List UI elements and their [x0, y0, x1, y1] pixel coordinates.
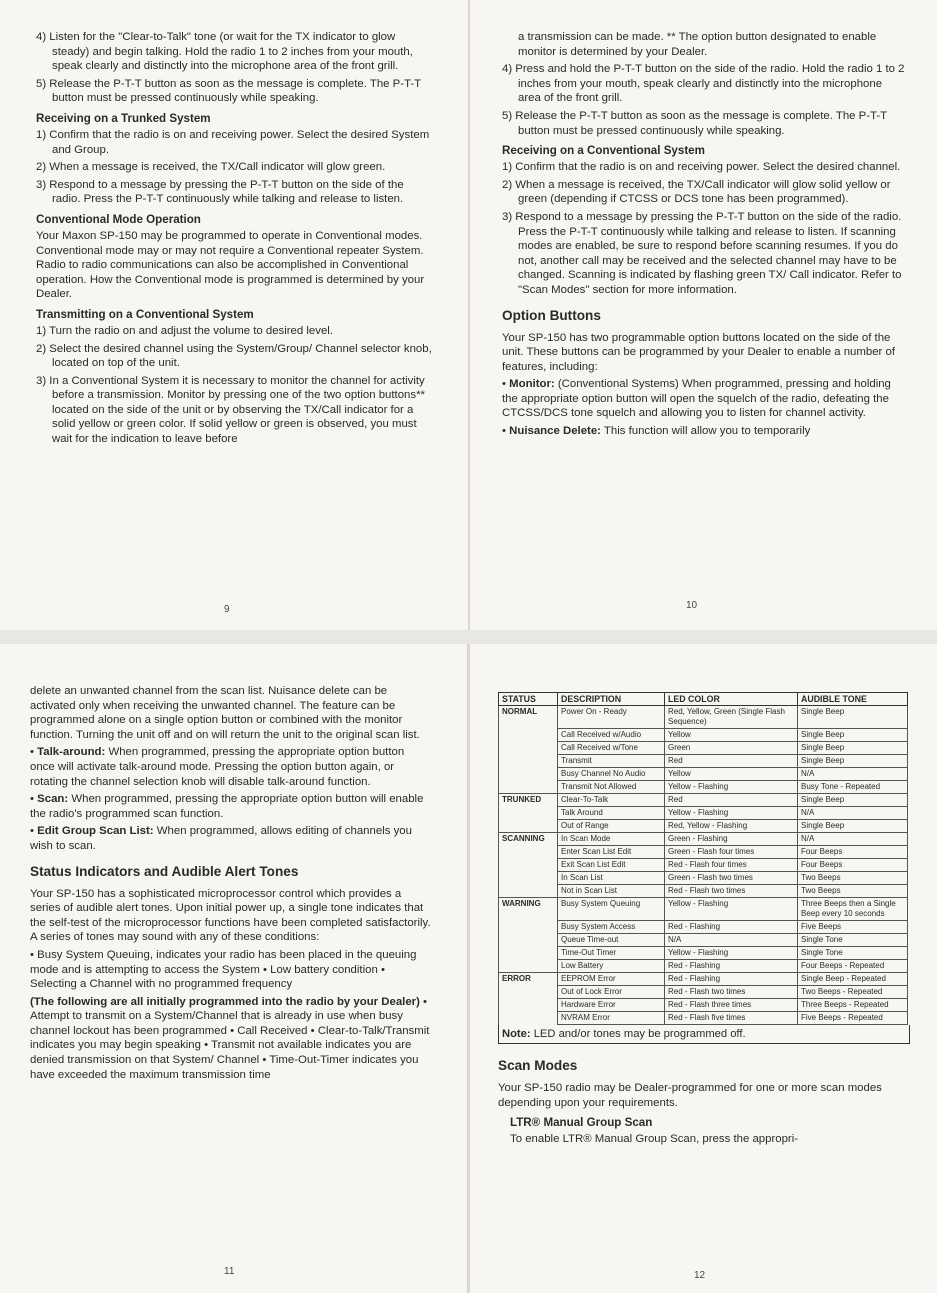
table-cell: NORMAL — [499, 706, 558, 729]
table-cell: Single Beep — [798, 820, 908, 833]
table-cell: Hardware Error — [558, 999, 665, 1012]
table-cell: Red - Flash three times — [665, 999, 798, 1012]
table-cell: Low Battery — [558, 960, 665, 973]
numbered-step: 4) Press and hold the P-T-T button on the side of the radio. Hold the radio 1 to 2 inches from your mouth, speak clearly and distinctly into the microphone area of the front grill. — [502, 63, 905, 105]
numbered-step: 5) Release the P-T-T button as soon as the message is complete. The P-T-T button must be pressed continuously while speaking. — [502, 109, 887, 137]
table-cell: Green - Flash two times — [665, 872, 798, 885]
note-paragraph — [30, 995, 432, 1083]
table-cell — [499, 947, 558, 960]
table-cell — [499, 960, 558, 973]
table-row — [499, 742, 908, 755]
numbered-step: 3) Respond to a message by pressing the P-T-T button on the side of the radio. Press the P-T-T continuously while talking and release to listen. If scanning modes are enabled, be sure to respond before scanning resumes. If you do not, another call may be received and the selected channel may have to be changed. Scanning is indicated by flashing green TX/ Call indicator. Refer to "Scan Modes" section for more information. — [502, 210, 902, 296]
table-row — [499, 898, 908, 921]
table-cell: Clear-To-Talk — [558, 794, 665, 807]
table-row — [499, 1012, 908, 1025]
table-cell: SCANNING — [499, 833, 558, 846]
subheading: Conventional Mode Operation — [36, 212, 201, 226]
table-cell: Talk Around — [558, 807, 665, 820]
table-cell: In Scan Mode — [558, 833, 665, 846]
numbered-step: 1) Confirm that the radio is on and receiving power. Select the desired System and Group. — [36, 128, 430, 156]
table-cell: Out of Range — [558, 820, 665, 833]
table-cell: Single Beep — [798, 755, 908, 768]
table-cell: Four Beeps — [798, 859, 908, 872]
table-row — [499, 729, 908, 742]
bullet-paragraph: • Nuisance Delete: This function will allow you to temporarily — [502, 425, 811, 438]
bullet-label: Edit Group Scan List: — [37, 825, 154, 838]
table-cell: Yellow — [665, 729, 798, 742]
table-cell: WARNING — [499, 898, 558, 921]
scan-modes-heading: Scan Modes — [498, 1058, 578, 1073]
numbered-step: 4) Listen for the "Clear-to-Talk" tone (or wait for the TX indicator to glow steady) and begin talking. Hold the radio 1 to 2 inches from your mouth, speak clearly and distinctly into the microphone area of the front grill. — [36, 31, 413, 73]
bullet-paragraph: • Scan: When programmed, pressing the appropriate option button will enable the radio's programmed scan function. — [30, 793, 424, 820]
page-9 — [0, 0, 468, 630]
table-cell — [499, 1012, 558, 1025]
ltr-paragraph: To enable LTR® Manual Group Scan, press the appropri- — [510, 1133, 799, 1146]
table-row — [499, 781, 908, 794]
page-number: 12 — [694, 1270, 706, 1281]
table-cell: N/A — [798, 807, 908, 820]
table-row — [499, 872, 908, 885]
column-header: LED COLOR — [665, 693, 798, 706]
table-cell: NVRAM Error — [558, 1012, 665, 1025]
table-cell — [499, 885, 558, 898]
table-cell — [499, 768, 558, 781]
section-heading: Status Indicators and Audible Alert Tones — [30, 863, 299, 879]
bullet-paragraph: • Talk-around: When programmed, pressing the appropriate option button once will activate talk-around mode. Pressing the option button again, or rotating the channel selection knob will disable talk-around function. — [30, 746, 405, 788]
table-cell — [499, 859, 558, 872]
ltr-heading: LTR® Manual Group Scan — [510, 1116, 653, 1130]
table-cell: Enter Scan List Edit — [558, 846, 665, 859]
table-cell: Two Beeps — [798, 872, 908, 885]
table-cell: Time-Out Timer — [558, 947, 665, 960]
table-row — [499, 960, 908, 973]
table-cell: Red - Flashing — [665, 973, 798, 986]
table-cell: Single Tone — [798, 947, 908, 960]
table-cell: N/A — [665, 934, 798, 947]
numbered-step: 2) When a message is received, the TX/Call indicator will glow solid yellow or green (depending if CTCSS or DCS tone has been programmed). — [502, 178, 891, 206]
bullet-text: When programmed, pressing the appropriate option button once will activate talk-around mode. Pressing the option button again, or rotating the channel selection knob will disable talk-around function. — [30, 746, 405, 788]
numbered-step: 2) When a message is received, the TX/Call indicator will glow green. — [36, 161, 386, 174]
table-cell: Three Beeps then a Single Beep every 10 seconds — [798, 898, 908, 921]
table-cell: EEPROM Error — [558, 973, 665, 986]
bullet-label: Monitor: — [509, 378, 555, 391]
bullet-paragraph: • Edit Group Scan List: When programmed, allows editing of channels you wish to scan. — [30, 825, 412, 852]
numbered-step: 3) Respond to a message by pressing the P-T-T button on the side of the radio. Press the P-T-T continuously while talking and release to listen. — [36, 178, 404, 206]
table-note — [498, 1025, 910, 1044]
table-cell — [499, 755, 558, 768]
table-cell — [499, 999, 558, 1012]
table-cell: Red — [665, 755, 798, 768]
table-cell: N/A — [798, 833, 908, 846]
table-cell: Busy System Access — [558, 921, 665, 934]
subheading: Receiving on a Trunked System — [36, 111, 211, 125]
table-cell: Single Beep — [798, 706, 908, 729]
table-cell: Red — [665, 794, 798, 807]
table-cell: Four Beeps — [798, 846, 908, 859]
paragraph: delete an unwanted channel from the scan list. Nuisance delete can be activated only when receiving the unwanted channel. The feature can be programmed alone on a single option button or combined with the monitor function. Turning the unit off and on will return the unit to the original scan list. — [30, 685, 420, 741]
table-cell: Single Beep - Repeated — [798, 973, 908, 986]
status-table-header — [499, 693, 908, 706]
paragraph: Your Maxon SP-150 may be programmed to operate in Conventional modes. Conventional mode may or may not require a Conventional repeater System. Radio to radio communications can also be accomplished in Conventional operation. How the Conventional mode is programmed is determined by your Dealer. — [36, 229, 425, 301]
bullet-text: • Attempt to transmit on a System/Channel that is already in use when busy channel lockout has been programmed • Call Received • Clear-to-Talk/Transmit indicates you may begin speaking • Transmit not available indicates you are denied transmission on that System/ Channel • Time-Out-Timer indicates you have exceeded the maximum transmission time — [30, 995, 430, 1081]
table-cell: Red - Flash five times — [665, 1012, 798, 1025]
page-10 — [470, 0, 937, 630]
table-cell — [499, 986, 558, 999]
table-cell — [499, 846, 558, 859]
table-cell: Call Received w/Tone — [558, 742, 665, 755]
table-cell: ERROR — [499, 973, 558, 986]
bullet-text: This function will allow you to temporarily — [600, 425, 811, 438]
page-12 — [470, 644, 937, 1293]
table-cell: Green - Flash four times — [665, 846, 798, 859]
column-header: STATUS — [499, 693, 558, 706]
table-cell: Out of Lock Error — [558, 986, 665, 999]
table-row — [499, 794, 908, 807]
table-cell: Red - Flash two times — [665, 986, 798, 999]
table-cell: Green — [665, 742, 798, 755]
numbered-step: 2) Select the desired channel using the System/Group/ Channel selector knob, located on top of the unit. — [36, 342, 432, 370]
page-11 — [0, 644, 466, 1293]
table-cell: Yellow - Flashing — [665, 898, 798, 921]
table-cell: Not in Scan List — [558, 885, 665, 898]
table-cell: Call Received w/Audio — [558, 729, 665, 742]
bullet-paragraph: • Monitor: (Conventional Systems) When programmed, pressing and holding the appropriate option button will open the squelch of the radio, defeating the CTCSS/DCS tone squelch and allowing you to listen for channel activity. — [502, 378, 891, 420]
table-cell: Single Beep — [798, 742, 908, 755]
numbered-step: 1) Confirm that the radio is on and receiving power. Select the desired channel. — [502, 161, 901, 174]
page-number: 10 — [686, 600, 698, 611]
page-number: 11 — [224, 1266, 235, 1277]
table-cell: Transmit — [558, 755, 665, 768]
table-row — [499, 973, 908, 986]
table-cell: Single Beep — [798, 729, 908, 742]
table-row — [499, 768, 908, 781]
subheading: Transmitting on a Conventional System — [36, 307, 254, 321]
table-cell: Yellow - Flashing — [665, 807, 798, 820]
table-cell: Four Beeps - Repeated — [798, 960, 908, 973]
paragraph: a transmission can be made. ** The option button designated to enable monitor is determined by your Dealer. — [518, 31, 877, 58]
table-cell: N/A — [798, 768, 908, 781]
table-cell: Power On - Ready — [558, 706, 665, 729]
table-cell: TRUNKED — [499, 794, 558, 807]
bullet-label: Nuisance Delete: — [509, 425, 601, 438]
column-header: AUDIBLE TONE — [798, 693, 908, 706]
table-row — [499, 999, 908, 1012]
table-row — [499, 807, 908, 820]
bullet-text: (Conventional Systems) When programmed, pressing and holding the appropriate option button will open the squelch of the radio, defeating the CTCSS/DCS tone squelch and allowing you to listen for channel activity. — [502, 378, 891, 420]
note-text: LED and/or tones may be programmed off. — [530, 1028, 746, 1040]
table-cell — [499, 872, 558, 885]
table-cell — [499, 820, 558, 833]
table-row — [499, 706, 908, 729]
numbered-step: 5) Release the P-T-T button as soon as the message is complete. The P-T-T button must be pressed continuously while speaking. — [36, 77, 421, 105]
table-cell: Red - Flash four times — [665, 859, 798, 872]
table-cell — [499, 921, 558, 934]
table-cell — [499, 742, 558, 755]
table-cell: Yellow - Flashing — [665, 781, 798, 794]
table-row — [499, 755, 908, 768]
paragraph: • Busy System Queuing, indicates your radio has been placed in the queuing mode and is attempting to access the System • Low battery condition • Selecting a Channel with no programmed frequency — [30, 948, 417, 991]
paragraph: Your SP-150 has two programmable option buttons located on the side of the unit. These buttons can be programmed by your Dealer to enable a number of features, including: — [502, 331, 895, 373]
table-cell: Three Beeps - Repeated — [798, 999, 908, 1012]
column-header: DESCRIPTION — [558, 693, 665, 706]
table-row — [499, 986, 908, 999]
page-9-content — [36, 30, 434, 447]
table-row — [499, 947, 908, 960]
status-table-body — [499, 706, 908, 1025]
table-row — [499, 934, 908, 947]
table-cell: Yellow - Flashing — [665, 947, 798, 960]
table-cell: Two Beeps - Repeated — [798, 986, 908, 999]
page-10-content — [502, 30, 907, 439]
table-cell: Two Beeps — [798, 885, 908, 898]
table-cell: Yellow — [665, 768, 798, 781]
table-cell: Red - Flashing — [665, 960, 798, 973]
bullet-text: When programmed, pressing the appropriate option button will enable the radio's programmed scan function. — [30, 793, 424, 820]
bullet-label: Talk-around: — [37, 746, 106, 759]
page-11-content — [30, 684, 432, 1082]
table-row — [499, 885, 908, 898]
table-row — [499, 833, 908, 846]
bullet-text: When programmed, allows editing of channels you wish to scan. — [30, 825, 412, 852]
page-number: 9 — [224, 604, 230, 615]
table-cell: Five Beeps — [798, 921, 908, 934]
table-row — [499, 859, 908, 872]
middle-gutter — [0, 630, 937, 644]
status-table — [498, 692, 908, 1025]
table-cell: Busy System Queuing — [558, 898, 665, 921]
table-cell — [499, 934, 558, 947]
table-cell: Red, Yellow, Green (Single Flash Sequence) — [665, 706, 798, 729]
bullet-label: (The following are all initially programmed into the radio by your Dealer) — [30, 995, 420, 1008]
table-row — [499, 921, 908, 934]
table-cell — [499, 781, 558, 794]
table-cell: Green - Flashing — [665, 833, 798, 846]
table-cell: Red, Yellow - Flashing — [665, 820, 798, 833]
table-cell — [499, 807, 558, 820]
table-cell: Single Tone — [798, 934, 908, 947]
numbered-step: 3) In a Conventional System it is necessary to monitor the channel for activity before a transmission. Monitor by pressing one of the two option buttons** located on the side of the unit or by observing the TX/Call indicator for a solid yellow or green color. If solid yellow or green is observed, you must wait for the indication to leave before — [36, 374, 425, 446]
table-cell: Transmit Not Allowed — [558, 781, 665, 794]
table-row — [499, 820, 908, 833]
table-row — [499, 846, 908, 859]
table-cell: In Scan List — [558, 872, 665, 885]
paragraph: Your SP-150 has a sophisticated microprocessor control which provides a series of audible alert tones. Upon initial power up, a single tone indicates that the self-test of the microprocessor functions have been completed satisfactorily. A series of tones may sound with any of these conditions: — [30, 887, 431, 944]
table-cell: Red - Flashing — [665, 921, 798, 934]
subheading: Receiving on a Conventional System — [502, 144, 705, 158]
scan-modes-paragraph: Your SP-150 radio may be Dealer-programmed for one or more scan modes depending upon your requirements. — [498, 1082, 882, 1109]
table-cell: Red - Flash two times — [665, 885, 798, 898]
table-cell: Single Beep — [798, 794, 908, 807]
table-cell: Five Beeps - Repeated — [798, 1012, 908, 1025]
bullet-label: Scan: — [37, 793, 69, 806]
table-cell: Busy Tone - Repeated — [798, 781, 908, 794]
numbered-step: 1) Turn the radio on and adjust the volume to desired level. — [36, 324, 333, 337]
note-label: Note: — [502, 1028, 531, 1040]
table-cell: Exit Scan List Edit — [558, 859, 665, 872]
section-heading: Option Buttons — [502, 307, 601, 323]
table-cell: Busy Channel No Audio — [558, 768, 665, 781]
table-cell: Queue Time-out — [558, 934, 665, 947]
table-cell — [499, 729, 558, 742]
